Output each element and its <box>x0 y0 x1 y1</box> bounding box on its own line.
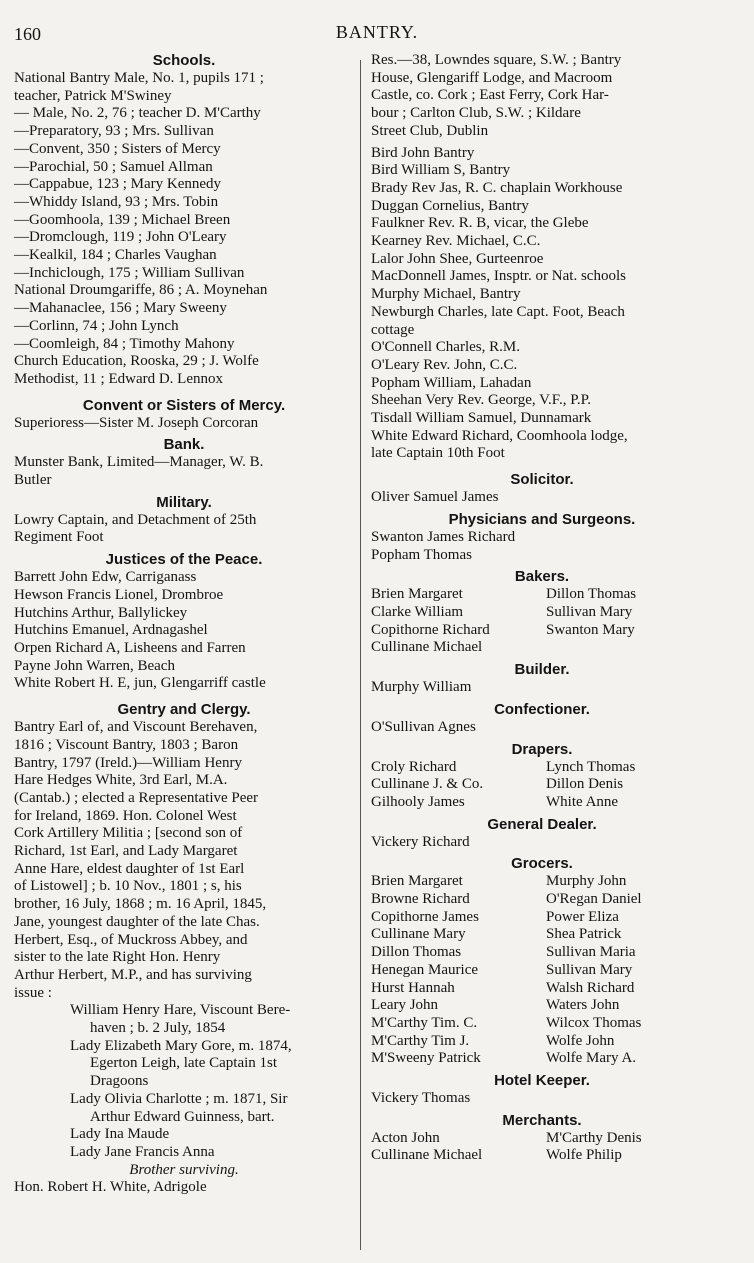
entry-line: O'Connell Charles, R.M. <box>371 339 520 356</box>
list-item: Cullinane Mary <box>371 926 466 943</box>
solicitor-list <box>371 489 713 507</box>
entry-line: Murphy William <box>371 679 472 696</box>
entry-line: Popham Thomas <box>371 546 472 563</box>
entry-line: Duggan Cornelius, Bantry <box>371 197 529 214</box>
entry-line: late Captain 10th Foot <box>371 445 505 462</box>
drapers-grid <box>371 759 713 812</box>
entry-line: —Kealkil, 184 ; Charles Vaughan <box>14 247 217 264</box>
grocers-heading: Grocers. <box>511 855 573 873</box>
confectioner-heading: Confectioner. <box>494 700 590 718</box>
bakers-heading: Bakers. <box>514 568 570 586</box>
issue-line: haven ; b. 2 July, 1854 <box>90 1020 226 1037</box>
list-row <box>371 926 713 944</box>
entry-line: Tisdall William Samuel, Dunnamark <box>371 410 592 427</box>
entry-line: Castle, co. Cork ; East Ferry, Cork Har- <box>371 87 609 104</box>
entry-line: teacher, Patrick M'Swiney <box>14 87 172 104</box>
military-list <box>14 512 354 547</box>
entry-line: cottage <box>371 321 415 338</box>
entry-line: Hutchins Emanuel, Ardnagashel <box>14 622 208 639</box>
entry-line: Anne Hare, eldest daughter of 1st Earl <box>14 860 245 877</box>
entry-line: Faulkner Rev. R. B, vicar, the Glebe <box>371 215 589 232</box>
residents-list <box>371 145 713 464</box>
bakers-grid <box>371 586 713 657</box>
entry-line: —Convent, 350 ; Sisters of Mercy <box>14 140 221 157</box>
list-row <box>371 997 713 1015</box>
dealer-heading: General Dealer. <box>487 815 597 833</box>
entry-line: Oliver Samuel James <box>371 489 499 506</box>
issue-line: William Henry Hare, Viscount Bere- <box>70 1002 291 1019</box>
entry-line: Barrett John Edw, Carriganass <box>14 569 197 586</box>
entry-line: House, Glengariff Lodge, and Macroom <box>371 69 613 86</box>
page-number: 160 <box>14 24 41 44</box>
entry-line: Sheehan Very Rev. George, V.F., P.P. <box>371 392 592 409</box>
entry-line: Lowry Captain, and Detachment of 25th <box>14 511 257 528</box>
entry-line: Street Club, Dublin <box>371 122 489 139</box>
issue-entry <box>14 1144 354 1162</box>
list-row <box>371 1050 713 1068</box>
residence-list <box>371 52 713 141</box>
physicians-list <box>371 529 713 564</box>
entry-line: —Goomhoola, 139 ; Michael Breen <box>14 211 231 228</box>
list-row <box>371 962 713 980</box>
entry-line: Richard, 1st Earl, and Lady Margaret <box>14 843 238 860</box>
military-heading: Military. <box>156 493 212 511</box>
issue-list <box>14 1002 354 1161</box>
entry-line: —Preparatory, 93 ; Mrs. Sullivan <box>14 123 214 140</box>
issue-line: Lady Jane Francis Anna <box>70 1143 215 1160</box>
list-item: M'Sweeny Patrick <box>371 1050 481 1067</box>
list-item: Sullivan Maria <box>546 944 636 961</box>
entry-line: Popham William, Lahadan <box>371 374 532 391</box>
builder-list <box>371 679 713 697</box>
entry-line: —Coomleigh, 84 ; Timothy Mahony <box>14 335 235 352</box>
list-row <box>371 891 713 909</box>
convent-heading: Convent or Sisters of Mercy. <box>82 396 286 414</box>
list-item: Sullivan Mary <box>546 603 633 620</box>
list-item: M'Carthy Tim. C. <box>371 1014 478 1031</box>
list-row <box>371 980 713 998</box>
entry-line: Methodist, 11 ; Edward D. Lennox <box>14 370 223 387</box>
issue-entry <box>14 1002 354 1037</box>
list-item: Cullinane Michael <box>371 639 483 656</box>
entry-line: National Bantry Male, No. 1, pupils 171 ; <box>14 70 264 86</box>
issue-line: Dragoons <box>90 1073 149 1090</box>
entry-line: Newburgh Charles, late Capt. Foot, Beach <box>371 303 625 320</box>
entry-line: Brady Rev Jas, R. C. chaplain Workhouse <box>371 179 623 196</box>
entry-line: brother, 16 July, 1868 ; m. 16 April, 1845, <box>14 896 267 913</box>
grocers-grid <box>371 873 713 1068</box>
column-rule <box>360 60 361 1250</box>
list-item: Gilhooly James <box>371 793 465 810</box>
hotel-list <box>371 1090 713 1108</box>
issue-entry <box>14 1126 354 1144</box>
list-item: White Anne <box>546 793 619 810</box>
entry-line: Bantry, 1797 (Ireld.)—William Henry <box>14 754 242 771</box>
hotel-heading: Hotel Keeper. <box>494 1072 590 1090</box>
list-item: Wolfe Philip <box>546 1147 622 1164</box>
entry-line: O'Sullivan Agnes <box>371 718 476 735</box>
list-row <box>371 873 713 891</box>
list-item: Walsh Richard <box>546 979 635 996</box>
entry-line: Bantry Earl of, and Viscount Berehaven, <box>14 719 258 736</box>
drapers-heading: Drapers. <box>511 740 573 758</box>
list-item: Clarke William <box>371 603 464 620</box>
entry-line: White Robert H. E, jun, Glengarriff castle <box>14 675 266 692</box>
entry-line: of Listowel] ; b. 10 Nov., 1801 ; s, his <box>14 878 242 895</box>
issue-line: Arthur Edward Guinness, bart. <box>90 1108 275 1125</box>
entry-line: Hutchins Arthur, Ballylickey <box>14 604 188 621</box>
list-row <box>371 759 713 777</box>
list-item: Swanton Mary <box>546 621 635 638</box>
running-head: BANTRY. <box>335 22 419 42</box>
entry-line: Payne John Warren, Beach <box>14 657 175 674</box>
convent-list <box>14 415 354 433</box>
merchants-grid <box>371 1130 713 1165</box>
entry-line: —Mahanaclee, 156 ; Mary Sweeny <box>14 300 227 317</box>
bank-list <box>14 454 354 489</box>
entry-line: sister to the late Right Hon. Henry <box>14 949 221 966</box>
list-row <box>371 586 713 604</box>
merchants-heading: Merchants. <box>502 1111 582 1129</box>
left-column <box>14 52 354 1197</box>
list-item: Acton John <box>371 1129 440 1146</box>
entry-line: —Inchiclough, 175 ; William Sullivan <box>14 264 245 281</box>
list-item: Leary John <box>371 997 439 1014</box>
issue-entry <box>14 1091 354 1126</box>
entry-line: bour ; Carlton Club, S.W. ; Kildare <box>371 105 581 122</box>
entry-line: National Droumgariffe, 86 ; A. Moynehan <box>14 282 268 299</box>
entry-line: Kearney Rev. Michael, C.C. <box>371 233 541 250</box>
list-row <box>371 776 713 794</box>
list-row <box>371 604 713 622</box>
physicians-heading: Physicians and Surgeons. <box>448 510 636 528</box>
list-item: Dillon Thomas <box>371 944 462 961</box>
entry-line: Cork Artillery Militia ; [second son of <box>14 825 243 842</box>
entry-line: Murphy Michael, Bantry <box>371 286 521 303</box>
list-item: O'Regan Daniel <box>546 891 642 908</box>
list-row <box>371 1130 713 1148</box>
entry-line: —Cappabue, 123 ; Mary Kennedy <box>14 176 222 193</box>
entry-line: Vickery Thomas <box>371 1090 471 1107</box>
entry-line: Arthur Herbert, M.P., and has surviving <box>14 966 252 983</box>
list-item: Hurst Hannah <box>371 979 455 996</box>
solicitor-heading: Solicitor. <box>510 471 574 489</box>
list-item: Cullinane J. & Co. <box>371 776 484 793</box>
schools-heading: Schools. <box>152 52 216 69</box>
entry-line: Lalor John Shee, Gurteenroe <box>371 250 544 267</box>
brother-entry: Hon. Robert H. White, Adrigole <box>14 1179 207 1196</box>
entry-line: Vickery Richard <box>371 833 470 850</box>
list-item: Shea Patrick <box>546 926 622 943</box>
entry-line: Swanton James Richard <box>371 528 516 545</box>
entry-line: MacDonnell James, Insptr. or Nat. schools <box>371 268 626 285</box>
issue-line: Lady Ina Maude <box>70 1126 170 1143</box>
entry-line: Regiment Foot <box>14 529 104 546</box>
issue-entry <box>14 1038 354 1091</box>
list-item: Dillon Denis <box>546 776 624 793</box>
list-item: M'Carthy Tim J. <box>371 1032 470 1049</box>
entry-line: 1816 ; Viscount Bantry, 1803 ; Baron <box>14 736 239 753</box>
list-item: Sullivan Mary <box>546 961 633 978</box>
entry-line: Jane, youngest daughter of the late Chas. <box>14 913 260 930</box>
list-item: M'Carthy Denis <box>546 1129 642 1146</box>
list-row <box>371 1015 713 1033</box>
list-item: Lynch Thomas <box>546 758 636 775</box>
list-row <box>371 622 713 640</box>
list-item: Waters John <box>546 997 620 1014</box>
right-column <box>371 52 713 1165</box>
confectioner-list <box>371 719 713 737</box>
entry-line: Munster Bank, Limited—Manager, W. B. <box>14 454 264 471</box>
list-row <box>371 1033 713 1051</box>
list-item: Copithorne James <box>371 908 479 925</box>
list-row <box>371 909 713 927</box>
list-item: Wilcox Thomas <box>546 1014 642 1031</box>
entry-line: Butler <box>14 472 52 489</box>
entry-line: issue : <box>14 984 52 1001</box>
list-item: Croly Richard <box>371 758 457 775</box>
entry-line: Bird William S, Bantry <box>371 162 511 179</box>
entry-line: — Male, No. 2, 76 ; teacher D. M'Carthy <box>14 105 261 122</box>
list-item: Copithorne Richard <box>371 621 490 638</box>
justices-list <box>14 569 354 693</box>
entry-line: Orpen Richard A, Lisheens and Farren <box>14 639 246 656</box>
list-item: Brien Margaret <box>371 873 463 890</box>
entry-line: (Cantab.) ; elected a Representative Peer <box>14 789 259 806</box>
list-item: Murphy John <box>546 873 627 890</box>
brother-label: Brother surviving. <box>129 1161 239 1178</box>
entry-line: White Edward Richard, Coomhoola lodge, <box>371 427 628 444</box>
dealer-list <box>371 834 713 852</box>
gentry-heading: Gentry and Clergy. <box>117 701 251 719</box>
entry-line: Church Education, Rooska, 29 ; J. Wolfe <box>14 353 259 370</box>
list-item: Dillon Thomas <box>546 586 637 603</box>
list-item: Henegan Maurice <box>371 961 479 978</box>
list-item: Brien Margaret <box>371 586 463 603</box>
issue-line: Lady Olivia Charlotte ; m. 1871, Sir <box>70 1090 288 1107</box>
builder-heading: Builder. <box>514 661 570 679</box>
entry-line: —Corlinn, 74 ; John Lynch <box>14 317 179 334</box>
entry-line: —Dromclough, 119 ; John O'Leary <box>14 229 227 246</box>
list-item: Wolfe John <box>546 1032 615 1049</box>
gentry-list <box>14 719 354 1002</box>
entry-line: Res.—38, Lowndes square, S.W. ; Bantry <box>371 52 622 68</box>
entry-line: Hare Hedges White, 3rd Earl, M.A. <box>14 772 228 789</box>
entry-line: Hewson Francis Lionel, Drombroe <box>14 586 224 603</box>
schools-list <box>14 70 354 389</box>
entry-line: O'Leary Rev. John, C.C. <box>371 356 518 373</box>
list-item: Cullinane Michael <box>371 1147 483 1164</box>
list-row <box>371 944 713 962</box>
issue-line: Lady Elizabeth Mary Gore, m. 1874, <box>70 1037 292 1054</box>
list-item: Browne Richard <box>371 891 470 908</box>
entry-line: Herbert, Esq., of Muckross Abbey, and <box>14 931 248 948</box>
list-row <box>371 639 713 657</box>
entry-line: Superioress—Sister M. Joseph Corcoran <box>14 414 259 431</box>
list-row <box>371 1147 713 1165</box>
entry-line: Bird John Bantry <box>371 144 475 161</box>
bank-heading: Bank. <box>163 436 205 454</box>
entry-line: for Ireland, 1869. Hon. Colonel West <box>14 807 237 824</box>
list-item: Wolfe Mary A. <box>546 1050 637 1067</box>
justices-heading: Justices of the Peace. <box>105 551 263 569</box>
list-row <box>371 794 713 812</box>
list-item: Power Eliza <box>546 908 619 925</box>
entry-line: —Parochial, 50 ; Samuel Allman <box>14 158 213 175</box>
issue-line: Egerton Leigh, late Captain 1st <box>90 1055 278 1072</box>
entry-line: —Whiddy Island, 93 ; Mrs. Tobin <box>14 193 219 210</box>
